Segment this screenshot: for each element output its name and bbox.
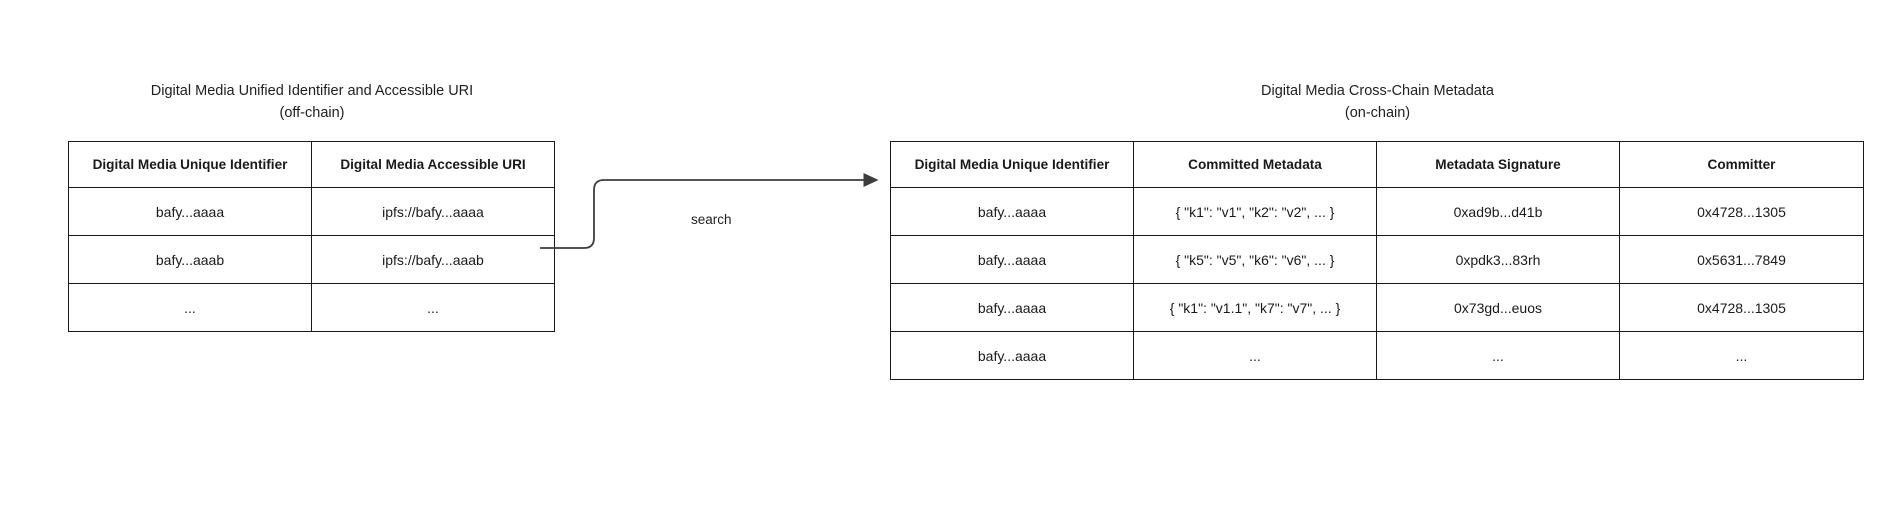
cell-unique-identifier: ...: [69, 284, 312, 332]
cell-unique-identifier: bafy...aaab: [69, 236, 312, 284]
cell-metadata-signature: ...: [1377, 332, 1620, 380]
on-chain-caption-line1: Digital Media Cross-Chain Metadata: [1261, 83, 1494, 99]
cell-unique-identifier: bafy...aaaa: [891, 236, 1134, 284]
column-header-metadata-signature: Metadata Signature: [1377, 142, 1620, 188]
column-header-unique-identifier: Digital Media Unique Identifier: [891, 142, 1134, 188]
cell-metadata-signature: 0x73gd...euos: [1377, 284, 1620, 332]
table-row: [69, 236, 555, 284]
cell-committed-metadata: ...: [1134, 332, 1377, 380]
table-header-row: [891, 142, 1864, 188]
search-edge-label: search: [688, 212, 735, 227]
cell-unique-identifier: bafy...aaaa: [891, 188, 1134, 236]
cell-committed-metadata: { "k1": "v1.1", "k7": "v7", ... }: [1134, 284, 1377, 332]
cell-unique-identifier: bafy...aaaa: [69, 188, 312, 236]
on-chain-table: [890, 141, 1864, 380]
table-row: [69, 188, 555, 236]
cell-committer: ...: [1620, 332, 1864, 380]
table-header-row: [69, 142, 555, 188]
on-chain-caption-line2: (on-chain): [1344, 105, 1411, 121]
cell-accessible-uri: ipfs://bafy...aaaa: [312, 188, 555, 236]
cell-metadata-signature: 0xpdk3...83rh: [1377, 236, 1620, 284]
cell-accessible-uri: ipfs://bafy...aaab: [312, 236, 555, 284]
cell-accessible-uri: ...: [312, 284, 555, 332]
table-row: [891, 236, 1864, 284]
cell-unique-identifier: bafy...aaaa: [891, 284, 1134, 332]
off-chain-caption-line1: Digital Media Unified Identifier and Accessible URI: [150, 83, 474, 99]
cell-committer: 0x5631...7849: [1620, 236, 1864, 284]
cell-committed-metadata: { "k1": "v1", "k2": "v2", ... }: [1134, 188, 1377, 236]
table-row: [69, 284, 555, 332]
column-header-committed-metadata: Committed Metadata: [1134, 142, 1377, 188]
cell-committer: 0x4728...1305: [1620, 284, 1864, 332]
off-chain-caption: [68, 80, 556, 124]
on-chain-caption: [890, 80, 1865, 124]
on-chain-table-group: [890, 80, 1865, 380]
table-row: [891, 188, 1864, 236]
off-chain-table-group: [68, 80, 556, 332]
cell-committed-metadata: { "k5": "v5", "k6": "v6", ... }: [1134, 236, 1377, 284]
table-row: [891, 332, 1864, 380]
cell-committer: 0x4728...1305: [1620, 188, 1864, 236]
cell-metadata-signature: 0xad9b...d41b: [1377, 188, 1620, 236]
table-row: [891, 284, 1864, 332]
off-chain-caption-line2: (off-chain): [279, 105, 345, 121]
column-header-unique-identifier: Digital Media Unique Identifier: [69, 142, 312, 188]
column-header-accessible-uri: Digital Media Accessible URI: [312, 142, 555, 188]
column-header-committer: Committer: [1620, 142, 1864, 188]
off-chain-table: [68, 141, 555, 332]
cell-unique-identifier: bafy...aaaa: [891, 332, 1134, 380]
